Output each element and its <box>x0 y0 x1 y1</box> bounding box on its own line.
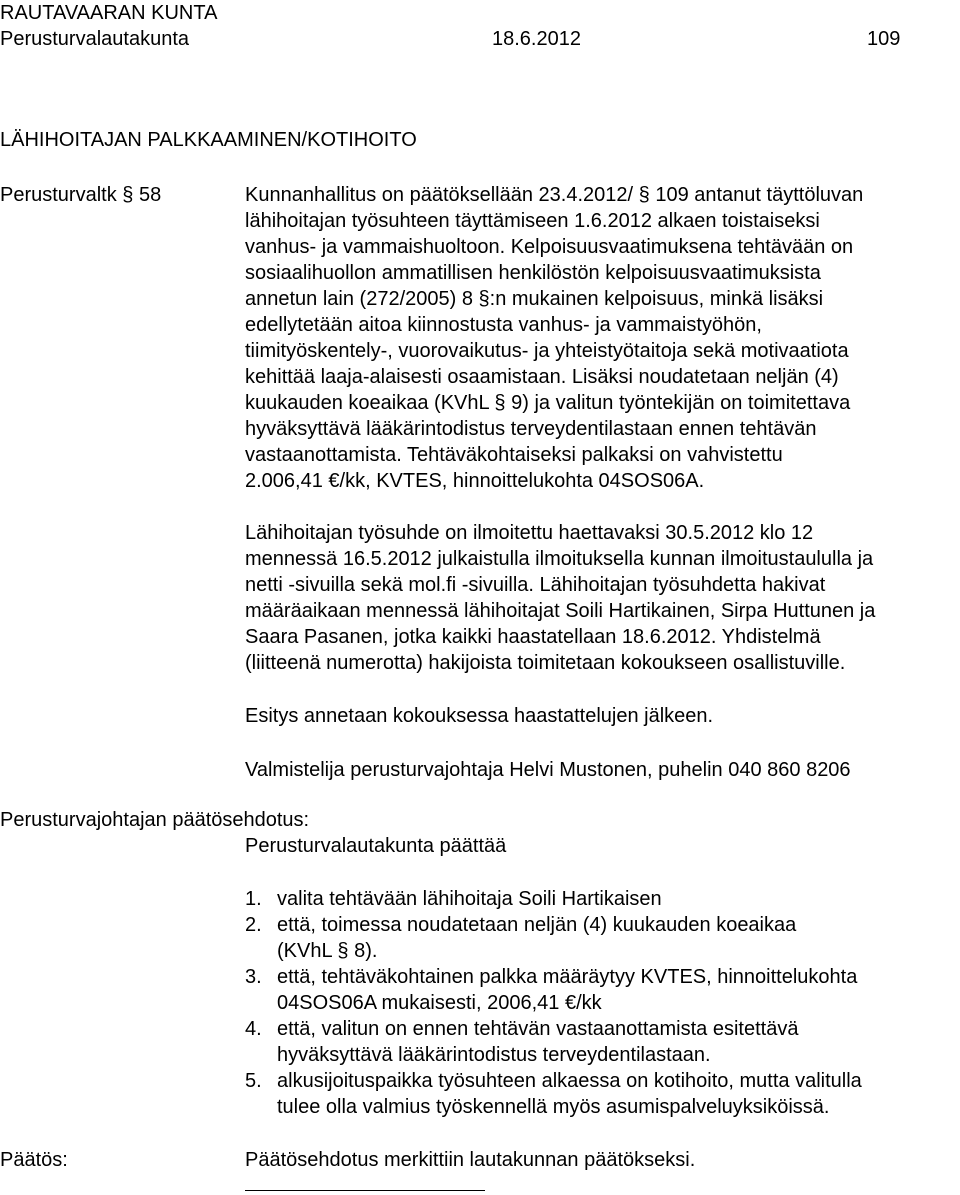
list-item-text: että, valitun on ennen tehtävän vastaanottamista esitettävä <box>277 1018 799 1040</box>
paragraph-line: vastaanottamista. Tehtäväkohtaiseksi palkaksi on vahvistettu <box>245 444 783 466</box>
decision-text: Päätösehdotus merkittiin lautakunnan päätökseksi. <box>245 1149 696 1171</box>
list-item-number: 3. <box>245 966 262 988</box>
proposal-label: Perusturvajohtajan päätösehdotus: <box>0 809 310 831</box>
paragraph-line: Kunnanhallitus on päätöksellään 23.4.2012/ § 109 antanut täyttöluvan <box>245 184 864 206</box>
list-item-number: 2. <box>245 914 262 936</box>
paragraph-preparer: Valmistelija perusturvajohtaja Helvi Mustonen, puhelin 040 860 8206 <box>245 759 851 781</box>
signature-rule <box>245 1190 485 1191</box>
list-item-number: 5. <box>245 1070 262 1092</box>
list-item-text: että, tehtäväkohtainen palkka määräytyy KVTES, hinnoittelukohta <box>277 966 858 988</box>
list-item-number: 4. <box>245 1018 262 1040</box>
page-number: 109 <box>867 28 901 50</box>
paragraph-line: (liitteenä numerotta) hakijoista toimitetaan kokoukseen osallistuville. <box>245 652 846 674</box>
list-item-number: 1. <box>245 888 262 910</box>
list-item-text: (KVhL § 8). <box>277 940 378 962</box>
list-item-text: hyväksyttävä lääkärintodistus terveydentilastaan. <box>277 1044 711 1066</box>
paragraph-line: edellytetään aitoa kiinnostusta vanhus- ja vammaistyöhön, <box>245 314 762 336</box>
proposal-intro: Perusturvalautakunta päättää <box>245 835 507 857</box>
paragraph-presentation: Esitys annetaan kokouksessa haastattelujen jälkeen. <box>245 705 714 727</box>
document-title: LÄHIHOITAJAN PALKKAAMINEN/KOTIHOITO <box>0 129 417 151</box>
paragraph-line: lähihoitajan työsuhteen täyttämiseen 1.6.2012 alkaen toistaiseksi <box>245 210 820 232</box>
paragraph-line: hyväksyttävä lääkärintodistus terveydentilastaan ennen tehtävän <box>245 418 817 440</box>
section-label: Perusturvaltk § 58 <box>0 184 162 206</box>
paragraph-line: vanhus- ja vammaishuoltoon. Kelpoisuusvaatimuksena tehtävään on <box>245 236 854 258</box>
paragraph-line: määräaikaan mennessä lähihoitajat Soili Hartikainen, Sirpa Huttunen ja <box>245 600 876 622</box>
paragraph-line: netti -sivuilla sekä mol.fi -sivuilla. Lähihoitajan työsuhdetta hakivat <box>245 574 826 596</box>
board-name: Perusturvalautakunta <box>0 28 190 50</box>
paragraph-line: sosiaalihuollon ammatillisen henkilöstön kelpoisuusvaatimuksista <box>245 262 821 284</box>
paragraph-line: kehittää laaja-alaisesti osaamistaan. Lisäksi noudatetaan neljän (4) <box>245 366 839 388</box>
paragraph-line: Saara Pasanen, jotka kaikki haastatellaan 18.6.2012. Yhdistelmä <box>245 626 821 648</box>
paragraph-line: mennessä 16.5.2012 julkaistulla ilmoituksella kunnan ilmoitustaululla ja <box>245 548 874 570</box>
paragraph-line: 2.006,41 €/kk, KVTES, hinnoittelukohta 04SOS06A. <box>245 470 705 492</box>
paragraph-line: Lähihoitajan työsuhde on ilmoitettu haettavaksi 30.5.2012 klo 12 <box>245 522 814 544</box>
meeting-date: 18.6.2012 <box>492 28 581 50</box>
paragraph-line: tiimityöskentely-, vuorovaikutus- ja yhteistyötaitoja sekä motivaatiota <box>245 340 849 362</box>
list-item-text: että, toimessa noudatetaan neljän (4) kuukauden koeaikaa <box>277 914 797 936</box>
paragraph-line: annetun lain (272/2005) 8 §:n mukainen kelpoisuus, minkä lisäksi <box>245 288 824 310</box>
paragraph-line: kuukauden koeaikaa (KVhL § 9) ja valitun työntekijän on toimitettava <box>245 392 851 414</box>
list-item-text: valita tehtävään lähihoitaja Soili Hartikaisen <box>277 888 662 910</box>
list-item-text: tulee olla valmius työskennellä myös asumispalveluyksiköissä. <box>277 1096 830 1118</box>
list-item-text: 04SOS06A mukaisesti, 2006,41 €/kk <box>277 992 602 1014</box>
list-item-text: alkusijoituspaikka työsuhteen alkaessa on kotihoito, mutta valitulla <box>277 1070 862 1092</box>
decision-label: Päätös: <box>0 1149 68 1171</box>
org-name: RAUTAVAARAN KUNTA <box>0 2 218 24</box>
